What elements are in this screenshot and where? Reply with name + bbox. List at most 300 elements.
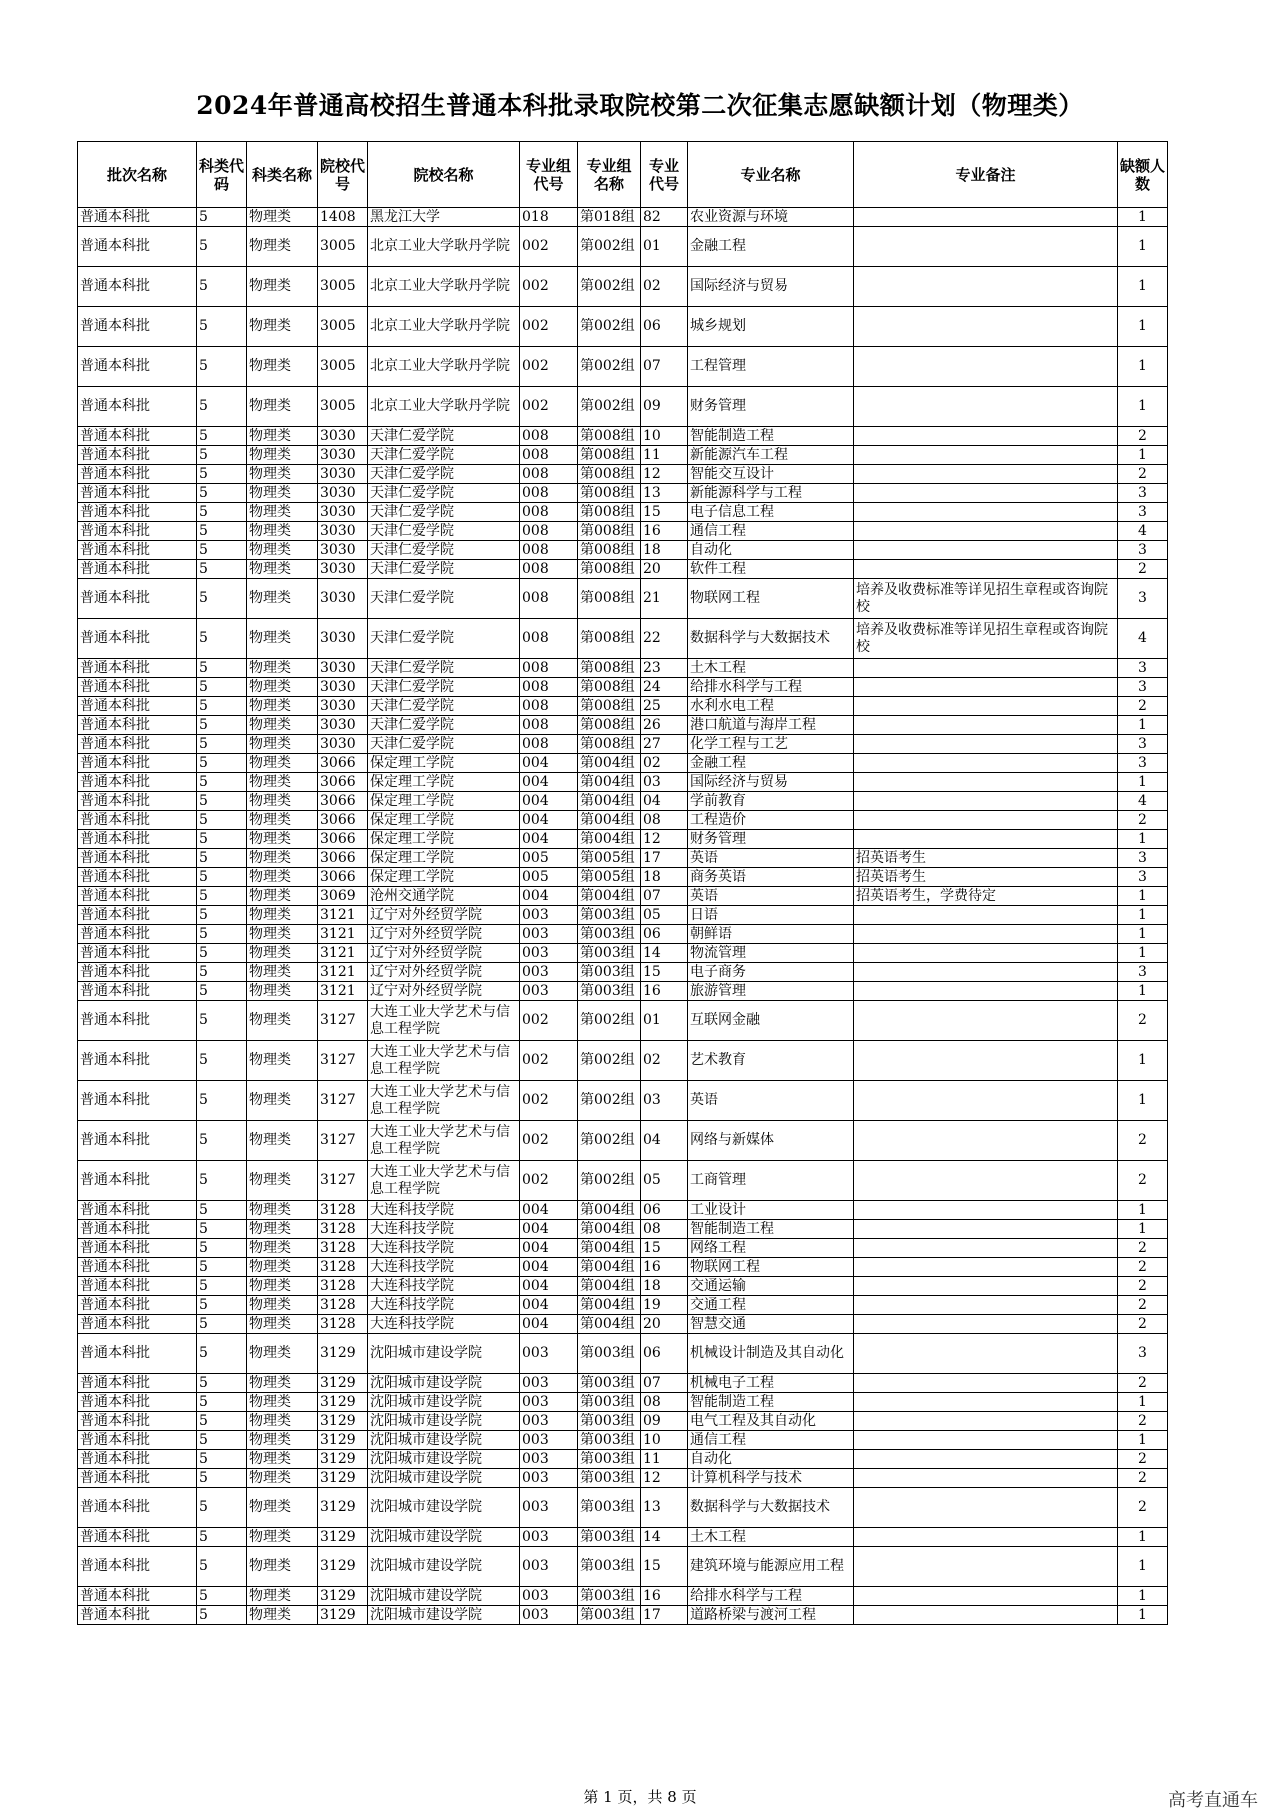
cell-major-name: 互联网金融 — [688, 1001, 854, 1041]
cell-major-name: 金融工程 — [688, 227, 854, 267]
cell-group-code: 003 — [520, 1374, 578, 1393]
cell-group-name: 第004组 — [578, 1239, 641, 1258]
cell-category-name: 物理类 — [247, 925, 318, 944]
cell-school-name: 沧州交通学院 — [368, 887, 520, 906]
table-row — [78, 541, 1168, 560]
cell-major-remark — [854, 1001, 1118, 1041]
cell-major-name: 财务管理 — [688, 830, 854, 849]
cell-major-name: 国际经济与贸易 — [688, 267, 854, 307]
cell-group-code: 005 — [520, 868, 578, 887]
cell-major-code: 05 — [641, 1161, 688, 1201]
cell-group-code: 004 — [520, 1277, 578, 1296]
cell-batch: 普通本科批 — [78, 678, 197, 697]
cell-vacancy: 3 — [1118, 735, 1168, 754]
cell-category-code: 5 — [197, 1161, 247, 1201]
cell-batch: 普通本科批 — [78, 619, 197, 659]
cell-school-code: 3030 — [318, 522, 368, 541]
page-title: 2024年普通高校招生普通本科批录取院校第二次征集志愿缺额计划（物理类） — [196, 91, 1084, 120]
cell-major-name: 机械设计制造及其自动化 — [688, 1334, 854, 1374]
cell-major-code: 14 — [641, 1528, 688, 1547]
cell-major-remark — [854, 811, 1118, 830]
cell-vacancy: 4 — [1118, 522, 1168, 541]
cell-major-name: 自动化 — [688, 1450, 854, 1469]
cell-major-code: 09 — [641, 387, 688, 427]
cell-school-code: 3129 — [318, 1528, 368, 1547]
cell-group-code: 008 — [520, 503, 578, 522]
cell-school-name: 沈阳城市建设学院 — [368, 1412, 520, 1431]
cell-school-name: 天津仁爱学院 — [368, 503, 520, 522]
cell-major-code: 15 — [641, 963, 688, 982]
cell-major-name: 给排水科学与工程 — [688, 678, 854, 697]
table-row — [78, 1121, 1168, 1161]
cell-school-name: 天津仁爱学院 — [368, 484, 520, 503]
cell-category-code: 5 — [197, 811, 247, 830]
cell-batch: 普通本科批 — [78, 944, 197, 963]
table-row — [78, 1393, 1168, 1412]
cell-group-code: 003 — [520, 982, 578, 1001]
cell-major-code: 10 — [641, 427, 688, 446]
cell-school-code: 3069 — [318, 887, 368, 906]
table-row — [78, 465, 1168, 484]
cell-batch: 普通本科批 — [78, 1547, 197, 1587]
cell-major-remark — [854, 1450, 1118, 1469]
cell-group-code: 008 — [520, 735, 578, 754]
cell-major-remark: 招英语考生 — [854, 868, 1118, 887]
cell-group-code: 003 — [520, 963, 578, 982]
cell-group-name: 第003组 — [578, 1412, 641, 1431]
cell-major-remark — [854, 1374, 1118, 1393]
cell-category-name: 物理类 — [247, 792, 318, 811]
cell-major-remark — [854, 1488, 1118, 1528]
table-row — [78, 773, 1168, 792]
cell-school-code: 3066 — [318, 811, 368, 830]
cell-major-code: 15 — [641, 1547, 688, 1587]
cell-school-code: 1408 — [318, 208, 368, 227]
cell-school-name: 大连科技学院 — [368, 1315, 520, 1334]
cell-vacancy: 1 — [1118, 944, 1168, 963]
table-row — [78, 484, 1168, 503]
table-row — [78, 267, 1168, 307]
cell-category-name: 物理类 — [247, 1081, 318, 1121]
cell-major-code: 18 — [641, 868, 688, 887]
cell-school-code: 3128 — [318, 1239, 368, 1258]
cell-vacancy: 1 — [1118, 1393, 1168, 1412]
cell-group-name: 第005组 — [578, 849, 641, 868]
cell-major-remark — [854, 716, 1118, 735]
cell-major-code: 12 — [641, 465, 688, 484]
cell-school-name: 大连科技学院 — [368, 1239, 520, 1258]
cell-batch: 普通本科批 — [78, 887, 197, 906]
table-row — [78, 697, 1168, 716]
cell-school-name: 北京工业大学耿丹学院 — [368, 347, 520, 387]
table-row — [78, 716, 1168, 735]
cell-category-code: 5 — [197, 446, 247, 465]
cell-batch: 普通本科批 — [78, 1412, 197, 1431]
cell-vacancy: 2 — [1118, 1161, 1168, 1201]
cell-batch: 普通本科批 — [78, 1001, 197, 1041]
cell-school-name: 沈阳城市建设学院 — [368, 1450, 520, 1469]
cell-batch: 普通本科批 — [78, 227, 197, 267]
cell-batch: 普通本科批 — [78, 963, 197, 982]
cell-major-remark — [854, 446, 1118, 465]
cell-school-code: 3127 — [318, 1041, 368, 1081]
cell-major-code: 06 — [641, 925, 688, 944]
cell-batch: 普通本科批 — [78, 465, 197, 484]
cell-school-name: 大连科技学院 — [368, 1258, 520, 1277]
cell-major-name: 交通工程 — [688, 1296, 854, 1315]
cell-school-code: 3030 — [318, 465, 368, 484]
cell-category-name: 物理类 — [247, 1001, 318, 1041]
cell-vacancy: 3 — [1118, 484, 1168, 503]
cell-group-name: 第003组 — [578, 1488, 641, 1528]
cell-category-code: 5 — [197, 1081, 247, 1121]
cell-category-code: 5 — [197, 484, 247, 503]
cell-major-name: 软件工程 — [688, 560, 854, 579]
cell-group-name: 第008组 — [578, 579, 641, 619]
table-row — [78, 1220, 1168, 1239]
cell-major-name: 日语 — [688, 906, 854, 925]
table-row — [78, 227, 1168, 267]
cell-major-remark — [854, 541, 1118, 560]
cell-category-name: 物理类 — [247, 560, 318, 579]
cell-category-name: 物理类 — [247, 427, 318, 446]
cell-batch: 普通本科批 — [78, 522, 197, 541]
cell-group-code: 008 — [520, 619, 578, 659]
cell-vacancy: 2 — [1118, 1277, 1168, 1296]
table-body — [78, 208, 1168, 1625]
cell-major-code: 27 — [641, 735, 688, 754]
table-row — [78, 811, 1168, 830]
cell-group-code: 003 — [520, 1412, 578, 1431]
table-row — [78, 1488, 1168, 1528]
cell-school-name: 天津仁爱学院 — [368, 522, 520, 541]
cell-school-name: 大连工业大学艺术与信息工程学院 — [368, 1041, 520, 1081]
cell-group-name: 第008组 — [578, 484, 641, 503]
cell-group-code: 002 — [520, 1041, 578, 1081]
cell-school-name: 沈阳城市建设学院 — [368, 1606, 520, 1625]
cell-school-name: 天津仁爱学院 — [368, 579, 520, 619]
cell-batch: 普通本科批 — [78, 1374, 197, 1393]
cell-category-name: 物理类 — [247, 1606, 318, 1625]
cell-major-remark — [854, 347, 1118, 387]
table-row — [78, 849, 1168, 868]
cell-group-code: 008 — [520, 446, 578, 465]
cell-category-code: 5 — [197, 1239, 247, 1258]
cell-group-code: 003 — [520, 1469, 578, 1488]
header-major-remark: 专业备注 — [854, 142, 1118, 208]
cell-vacancy: 2 — [1118, 1488, 1168, 1528]
cell-batch: 普通本科批 — [78, 267, 197, 307]
cell-major-remark: 培养及收费标准等详见招生章程或咨询院校 — [854, 619, 1118, 659]
header-group-name: 专业组名称 — [578, 142, 641, 208]
cell-batch: 普通本科批 — [78, 307, 197, 347]
cell-major-code: 06 — [641, 1334, 688, 1374]
cell-group-name: 第002组 — [578, 267, 641, 307]
header-group-code: 专业组代号 — [520, 142, 578, 208]
cell-category-code: 5 — [197, 465, 247, 484]
cell-category-name: 物理类 — [247, 1431, 318, 1450]
cell-vacancy: 2 — [1118, 1469, 1168, 1488]
cell-category-name: 物理类 — [247, 1201, 318, 1220]
cell-school-name: 大连科技学院 — [368, 1277, 520, 1296]
cell-category-name: 物理类 — [247, 1450, 318, 1469]
cell-group-code: 004 — [520, 830, 578, 849]
cell-school-name: 北京工业大学耿丹学院 — [368, 387, 520, 427]
cell-category-code: 5 — [197, 579, 247, 619]
cell-category-name: 物理类 — [247, 697, 318, 716]
cell-group-name: 第004组 — [578, 1315, 641, 1334]
cell-batch: 普通本科批 — [78, 541, 197, 560]
header-category-code: 科类代码 — [197, 142, 247, 208]
cell-major-name: 智能制造工程 — [688, 427, 854, 446]
cell-category-code: 5 — [197, 716, 247, 735]
cell-group-name: 第004组 — [578, 792, 641, 811]
cell-category-code: 5 — [197, 735, 247, 754]
cell-major-remark — [854, 944, 1118, 963]
cell-major-remark — [854, 387, 1118, 427]
cell-category-code: 5 — [197, 1547, 247, 1587]
table-row — [78, 678, 1168, 697]
cell-group-code: 002 — [520, 267, 578, 307]
table-row — [78, 427, 1168, 446]
cell-school-code: 3030 — [318, 503, 368, 522]
cell-vacancy: 1 — [1118, 1606, 1168, 1625]
cell-major-code: 06 — [641, 307, 688, 347]
cell-vacancy: 1 — [1118, 906, 1168, 925]
cell-category-name: 物理类 — [247, 659, 318, 678]
cell-batch: 普通本科批 — [78, 1161, 197, 1201]
cell-major-name: 工商管理 — [688, 1161, 854, 1201]
cell-group-code: 004 — [520, 1201, 578, 1220]
cell-major-name: 水利水电工程 — [688, 697, 854, 716]
cell-major-code: 05 — [641, 906, 688, 925]
cell-vacancy: 1 — [1118, 307, 1168, 347]
cell-group-code: 003 — [520, 944, 578, 963]
cell-group-code: 003 — [520, 1587, 578, 1606]
cell-school-name: 天津仁爱学院 — [368, 427, 520, 446]
cell-group-name: 第003组 — [578, 1334, 641, 1374]
cell-group-code: 002 — [520, 307, 578, 347]
cell-group-code: 004 — [520, 1220, 578, 1239]
cell-school-code: 3121 — [318, 906, 368, 925]
cell-school-name: 沈阳城市建设学院 — [368, 1334, 520, 1374]
cell-vacancy: 2 — [1118, 1450, 1168, 1469]
cell-school-name: 保定理工学院 — [368, 773, 520, 792]
cell-vacancy: 1 — [1118, 227, 1168, 267]
cell-major-code: 25 — [641, 697, 688, 716]
cell-school-name: 大连科技学院 — [368, 1296, 520, 1315]
cell-group-name: 第002组 — [578, 1001, 641, 1041]
cell-school-code: 3121 — [318, 982, 368, 1001]
cell-school-name: 天津仁爱学院 — [368, 735, 520, 754]
cell-group-code: 003 — [520, 1450, 578, 1469]
cell-batch: 普通本科批 — [78, 659, 197, 678]
cell-major-remark — [854, 754, 1118, 773]
cell-batch: 普通本科批 — [78, 716, 197, 735]
cell-major-remark: 培养及收费标准等详见招生章程或咨询院校 — [854, 579, 1118, 619]
table-row — [78, 208, 1168, 227]
cell-major-code: 21 — [641, 579, 688, 619]
cell-major-name: 电子信息工程 — [688, 503, 854, 522]
cell-vacancy: 1 — [1118, 387, 1168, 427]
cell-group-code: 004 — [520, 1239, 578, 1258]
cell-group-name: 第004组 — [578, 887, 641, 906]
cell-school-name: 辽宁对外经贸学院 — [368, 944, 520, 963]
cell-category-code: 5 — [197, 849, 247, 868]
cell-school-name: 沈阳城市建设学院 — [368, 1547, 520, 1587]
cell-batch: 普通本科批 — [78, 1393, 197, 1412]
cell-school-code: 3005 — [318, 307, 368, 347]
cell-major-name: 智能制造工程 — [688, 1220, 854, 1239]
cell-category-code: 5 — [197, 925, 247, 944]
cell-major-remark: 招英语考生，学费待定 — [854, 887, 1118, 906]
cell-category-code: 5 — [197, 697, 247, 716]
cell-school-code: 3005 — [318, 227, 368, 267]
cell-category-name: 物理类 — [247, 830, 318, 849]
cell-group-code: 002 — [520, 347, 578, 387]
cell-category-name: 物理类 — [247, 387, 318, 427]
cell-batch: 普通本科批 — [78, 1606, 197, 1625]
cell-school-code: 3128 — [318, 1296, 368, 1315]
cell-batch: 普通本科批 — [78, 1315, 197, 1334]
cell-vacancy: 2 — [1118, 465, 1168, 484]
cell-major-remark — [854, 830, 1118, 849]
cell-category-name: 物理类 — [247, 503, 318, 522]
cell-school-code: 3066 — [318, 754, 368, 773]
cell-batch: 普通本科批 — [78, 830, 197, 849]
cell-vacancy: 1 — [1118, 716, 1168, 735]
cell-group-code: 008 — [520, 484, 578, 503]
cell-school-name: 沈阳城市建设学院 — [368, 1488, 520, 1528]
cell-vacancy: 1 — [1118, 1431, 1168, 1450]
cell-group-code: 008 — [520, 579, 578, 619]
cell-group-code: 008 — [520, 697, 578, 716]
cell-batch: 普通本科批 — [78, 427, 197, 446]
cell-category-code: 5 — [197, 868, 247, 887]
cell-school-code: 3030 — [318, 427, 368, 446]
cell-school-code: 3121 — [318, 963, 368, 982]
cell-group-code: 004 — [520, 887, 578, 906]
table-row — [78, 387, 1168, 427]
cell-major-name: 英语 — [688, 1081, 854, 1121]
cell-group-code: 002 — [520, 1121, 578, 1161]
cell-major-code: 06 — [641, 1201, 688, 1220]
cell-school-code: 3066 — [318, 849, 368, 868]
cell-group-name: 第002组 — [578, 387, 641, 427]
table-row — [78, 925, 1168, 944]
cell-category-code: 5 — [197, 887, 247, 906]
cell-school-code: 3030 — [318, 446, 368, 465]
cell-group-name: 第003组 — [578, 1587, 641, 1606]
header-school-name: 院校名称 — [368, 142, 520, 208]
cell-major-code: 82 — [641, 208, 688, 227]
cell-school-name: 大连工业大学艺术与信息工程学院 — [368, 1161, 520, 1201]
cell-school-code: 3129 — [318, 1431, 368, 1450]
cell-group-name: 第002组 — [578, 1041, 641, 1081]
cell-major-remark — [854, 560, 1118, 579]
cell-major-remark — [854, 1587, 1118, 1606]
cell-major-remark — [854, 1547, 1118, 1587]
cell-major-name: 自动化 — [688, 541, 854, 560]
cell-vacancy: 3 — [1118, 1334, 1168, 1374]
cell-school-name: 辽宁对外经贸学院 — [368, 906, 520, 925]
cell-major-name: 土木工程 — [688, 1528, 854, 1547]
cell-category-name: 物理类 — [247, 887, 318, 906]
table-row — [78, 1201, 1168, 1220]
cell-group-code: 004 — [520, 1296, 578, 1315]
cell-vacancy: 2 — [1118, 1296, 1168, 1315]
cell-major-code: 01 — [641, 1001, 688, 1041]
cell-school-name: 辽宁对外经贸学院 — [368, 982, 520, 1001]
cell-major-remark — [854, 427, 1118, 446]
cell-major-remark — [854, 522, 1118, 541]
cell-vacancy: 3 — [1118, 659, 1168, 678]
cell-batch: 普通本科批 — [78, 1220, 197, 1239]
header-major-code: 专业代号 — [641, 142, 688, 208]
cell-school-name: 天津仁爱学院 — [368, 465, 520, 484]
cell-group-code: 008 — [520, 465, 578, 484]
cell-school-name: 沈阳城市建设学院 — [368, 1431, 520, 1450]
cell-school-code: 3005 — [318, 387, 368, 427]
cell-major-code: 11 — [641, 446, 688, 465]
cell-category-name: 物理类 — [247, 208, 318, 227]
cell-category-code: 5 — [197, 1528, 247, 1547]
cell-category-code: 5 — [197, 1121, 247, 1161]
cell-category-code: 5 — [197, 1334, 247, 1374]
cell-group-name: 第003组 — [578, 1469, 641, 1488]
cell-vacancy: 3 — [1118, 868, 1168, 887]
cell-category-name: 物理类 — [247, 944, 318, 963]
cell-group-name: 第002组 — [578, 307, 641, 347]
cell-batch: 普通本科批 — [78, 906, 197, 925]
cell-category-name: 物理类 — [247, 579, 318, 619]
cell-school-name: 保定理工学院 — [368, 811, 520, 830]
cell-school-name: 大连工业大学艺术与信息工程学院 — [368, 1081, 520, 1121]
cell-group-name: 第003组 — [578, 925, 641, 944]
cell-school-code: 3129 — [318, 1393, 368, 1412]
cell-batch: 普通本科批 — [78, 446, 197, 465]
cell-major-code: 08 — [641, 1220, 688, 1239]
cell-category-code: 5 — [197, 1296, 247, 1315]
cell-major-remark — [854, 1431, 1118, 1450]
cell-major-name: 商务英语 — [688, 868, 854, 887]
cell-school-code: 3127 — [318, 1121, 368, 1161]
cell-vacancy: 1 — [1118, 1587, 1168, 1606]
table-row — [78, 887, 1168, 906]
table-row — [78, 830, 1168, 849]
cell-batch: 普通本科批 — [78, 811, 197, 830]
cell-category-code: 5 — [197, 1041, 247, 1081]
cell-school-name: 北京工业大学耿丹学院 — [368, 307, 520, 347]
cell-school-name: 天津仁爱学院 — [368, 678, 520, 697]
cell-major-remark — [854, 1121, 1118, 1161]
cell-group-code: 004 — [520, 811, 578, 830]
cell-major-code: 20 — [641, 560, 688, 579]
cell-school-code: 3128 — [318, 1220, 368, 1239]
cell-major-name: 通信工程 — [688, 522, 854, 541]
table-row — [78, 1041, 1168, 1081]
cell-major-code: 07 — [641, 887, 688, 906]
cell-major-name: 城乡规划 — [688, 307, 854, 347]
cell-group-name: 第003组 — [578, 1606, 641, 1625]
cell-major-code: 02 — [641, 267, 688, 307]
cell-category-code: 5 — [197, 541, 247, 560]
cell-major-code: 08 — [641, 1393, 688, 1412]
cell-group-name: 第003组 — [578, 1547, 641, 1587]
cell-vacancy: 1 — [1118, 1528, 1168, 1547]
cell-school-name: 保定理工学院 — [368, 792, 520, 811]
cell-category-name: 物理类 — [247, 868, 318, 887]
